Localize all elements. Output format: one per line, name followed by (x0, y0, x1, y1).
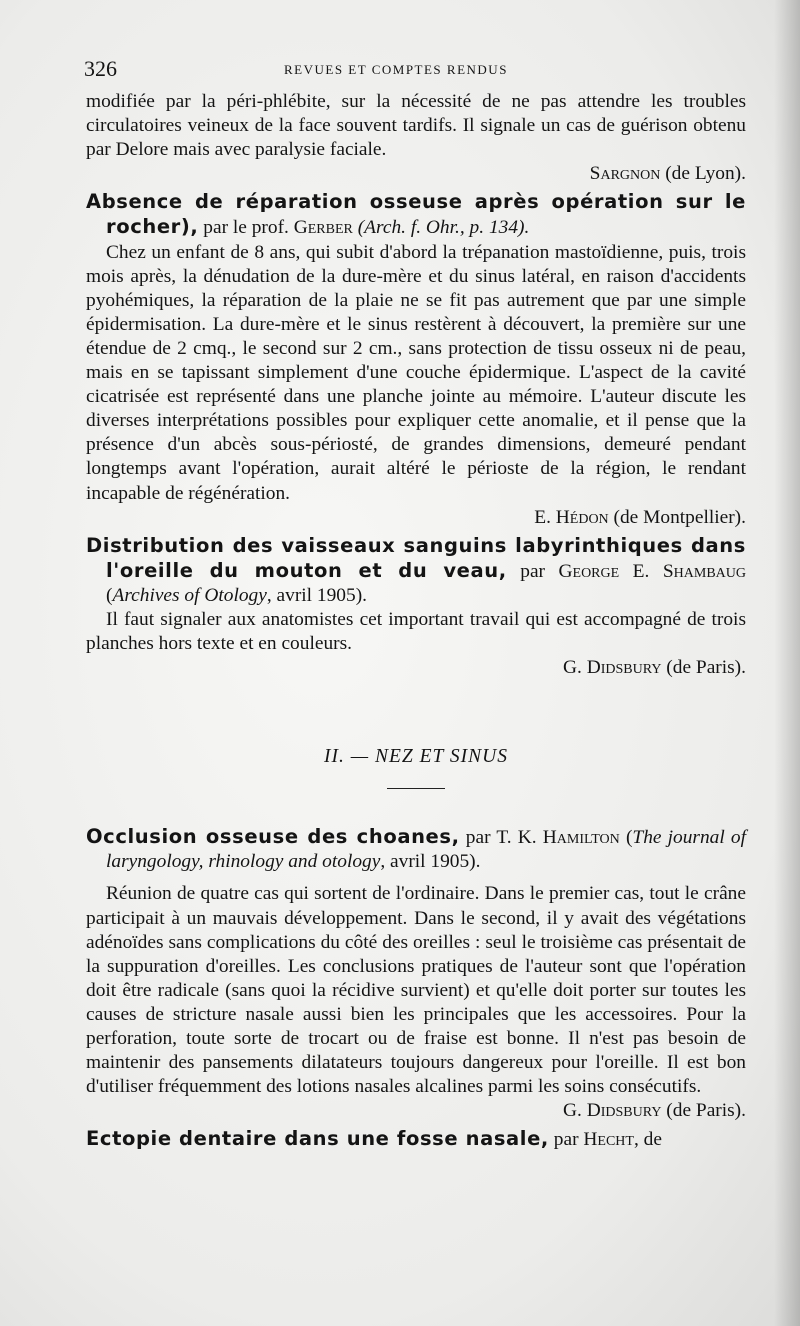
signature-place: (de Montpellier). (613, 506, 746, 528)
article-author: Hecht (583, 1129, 634, 1151)
intro-signature (86, 162, 746, 186)
article-signature (86, 1099, 746, 1123)
article-author: Gerber (293, 217, 353, 239)
article-source: (Arch. f. Ohr., p. 134). (357, 217, 530, 239)
article-date: , avril 1905). (266, 584, 368, 606)
article-title: Distribution des vaisseaux sanguins labyrinthiques dans l'oreille du mouton et du veau, (86, 533, 746, 582)
signature-place: (de Lyon). (665, 163, 746, 185)
signature-place: (de Paris). (666, 657, 746, 679)
article-date: , avril 1905). (380, 851, 481, 873)
running-title: REVUES ET COMPTES RENDUS (284, 62, 508, 77)
article-signature (86, 506, 746, 530)
signature-name: Sargnon (589, 163, 661, 185)
signature-name: E. Hédon (534, 506, 609, 528)
signature-name: G. Didsbury (563, 1100, 662, 1122)
article-heading: Absence de réparation osseuse après opération sur le rocher), par le prof. Gerber (Arch. f. Ohr., p. 134). (86, 190, 746, 239)
article-heading: Distribution des vaisseaux sanguins labyrinthiques dans l'oreille du mouton et du veau, par George E. Shambaug (Archives of Otology, avril 1905). (86, 533, 746, 606)
signature-name: G. Didsbury (563, 657, 662, 679)
page-content (86, 56, 746, 1152)
section-rule (387, 788, 445, 789)
article-journal: Archives of Otology (112, 584, 267, 606)
article-heading: Ectopie dentaire dans une fosse nasale, par Hecht, de (86, 1127, 662, 1151)
article-author: Hamilton (542, 827, 620, 849)
running-header (86, 56, 746, 90)
article-author: George E. Shambaug (558, 560, 746, 582)
article-body: Chez un enfant de 8 ans, qui subit d'abord la trépanation mastoïdienne, puis, trois mois après, la dénudation de la dure-mère et du sinus latéral, en raison d'accidents pyohémiques, la réparation de la plaie ne se fit pas autrement que par une simple épidermisation. La dure-mère et le sinus restèrent à découvert, la première sur une étendue de 2 cmq., le second sur 2 cm., sans protection de tissu osseux ni de peau, mais en se tapissant simplement d'une couche épidermique. L'aspect de la cavité cicatrisée est représenté dans une planche jointe au mémoire. L'auteur discute les diverses interprétations possibles pour expliquer cette anomalie, et il pense que la présence d'un abcès sous-périosté, de grandes dimensions, demeuré pendant longtemps avant l'opération, aurait altéré le périoste de la région, le rendant incapable de régénération. (86, 241, 746, 504)
article-title: Absence de réparation osseuse après opération sur le rocher), (86, 190, 746, 239)
section-heading: II. — NEZ ET SINUS (324, 746, 508, 768)
article-title: Occlusion osseuse des choanes, (86, 825, 460, 849)
intro-paragraph: modifiée par la péri-phlébite, sur la nécessité de ne pas attendre les troubles circulatoires veineux de la face souvent tardifs. Il signale un cas de guérison obtenu par Delore mais avec paralysie faciale. (86, 91, 746, 161)
article-body: Il faut signaler aux anatomistes cet important travail qui est accompagné de trois planches hors texte et en couleurs. (86, 608, 746, 655)
article-heading: Occlusion osseuse des choanes, par T. K. Hamilton (The journal of laryngology, rhinology and otology, avril 1905). (86, 825, 746, 873)
article-signature (86, 656, 746, 680)
article-body: Réunion de quatre cas qui sortent de l'ordinaire. Dans le premier cas, tout le crâne participait à un mauvais développement. Dans le second, il y avait des végétations adénoïdes sans complications du côté des oreilles : seul le troisième cas présentait de la suppuration d'oreilles. Les conclusions pratiques de l'auteur sont que l'opération doit être radicale (sans quoi la récidive survient) et qu'elle doit porter sur toutes les causes de stricture nasale aussi bien les principales que les accessoires. Pour la perforation, toute sorte de trocart ou de fraise est bonne. Il n'est pas besoin de maintenir des pansements dilatateurs toujours dangereux pour l'oreille. Il est bon d'utiliser fréquemment des lotions nasales alcalines parmi les soins consécutifs. (86, 883, 746, 1098)
article-title: Ectopie dentaire dans une fosse nasale, (86, 1127, 549, 1151)
article-journal: The journal of laryngology, rhinology and otology (106, 827, 746, 873)
page-number: 326 (84, 56, 117, 81)
signature-place: (de Paris). (666, 1100, 746, 1122)
